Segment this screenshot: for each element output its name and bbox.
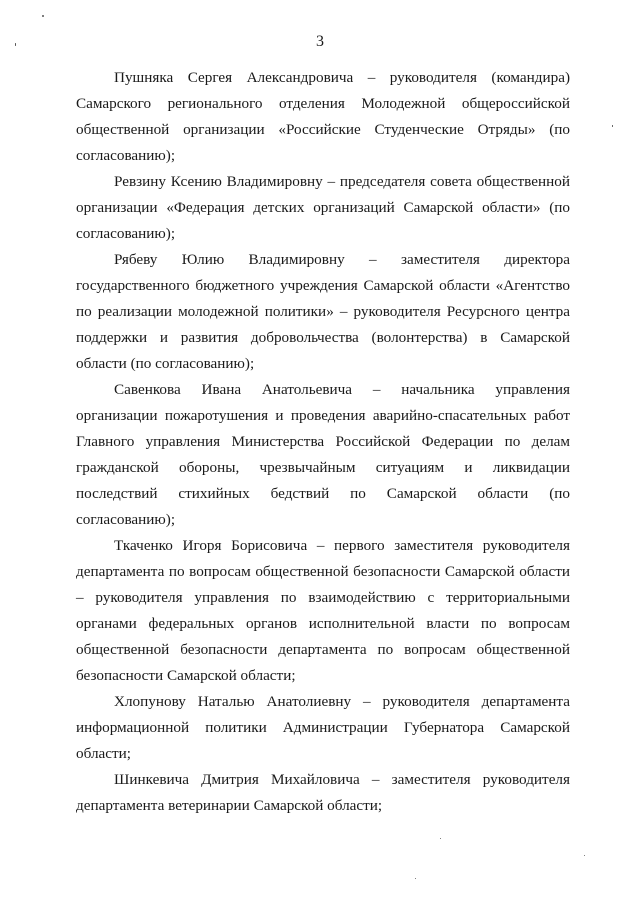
scan-speck bbox=[612, 125, 613, 127]
scan-speck bbox=[440, 838, 441, 839]
scan-speck bbox=[415, 878, 416, 879]
member-entry: Савенкова Ивана Анатольевича – начальника управления организации пожаротушения и проведения аварийно-спасательных работ Главного управления Министерства Российской Федерации по делам гражданской обороны, чрезвычайным ситуациям и ликвидации последствий стихийных бедствий по Самарской области (по согласованию); bbox=[76, 381, 570, 528]
member-entry: Ткаченко Игоря Борисовича – первого заместителя руководителя департамента по вопросам общественной безопасности Самарской области – руководителя управления по взаимодействию с территориальными органами федеральных органов исполнительной власти по вопросам общественной безопасности департамента по вопросам общественной безопасности Самарской области; bbox=[76, 537, 570, 684]
member-entry: Хлопунову Наталью Анатолиевну – руководителя департамента информационной политики Администрации Губернатора Самарской области; bbox=[76, 693, 570, 762]
member-entry: Пушняка Сергея Александровича – руководителя (командира) Самарского регионального отделения Молодежной общероссийской общественной организации «Российские Студенческие Отряды» (по согласованию); bbox=[76, 69, 570, 164]
member-entry: Рябеву Юлию Владимировну – заместителя директора государственного бюджетного учреждения Самарской области «Агентство по реализации молодежной политики» – руководителя Ресурсного центра поддержки и развития добровольчества (волонтерства) в Самарской области (по согласованию); bbox=[76, 251, 570, 372]
page-number: 3 bbox=[316, 33, 324, 50]
scan-speck bbox=[42, 15, 44, 17]
member-entry: Шинкевича Дмитрия Михайловича – заместителя руководителя департамента ветеринарии Самарской области; bbox=[76, 771, 570, 814]
member-entry: Ревзину Ксению Владимировну – председателя совета общественной организации «Федерация детских организаций Самарской области» (по согласованию); bbox=[76, 173, 570, 242]
member-list bbox=[76, 65, 570, 819]
scan-speck bbox=[584, 855, 585, 856]
